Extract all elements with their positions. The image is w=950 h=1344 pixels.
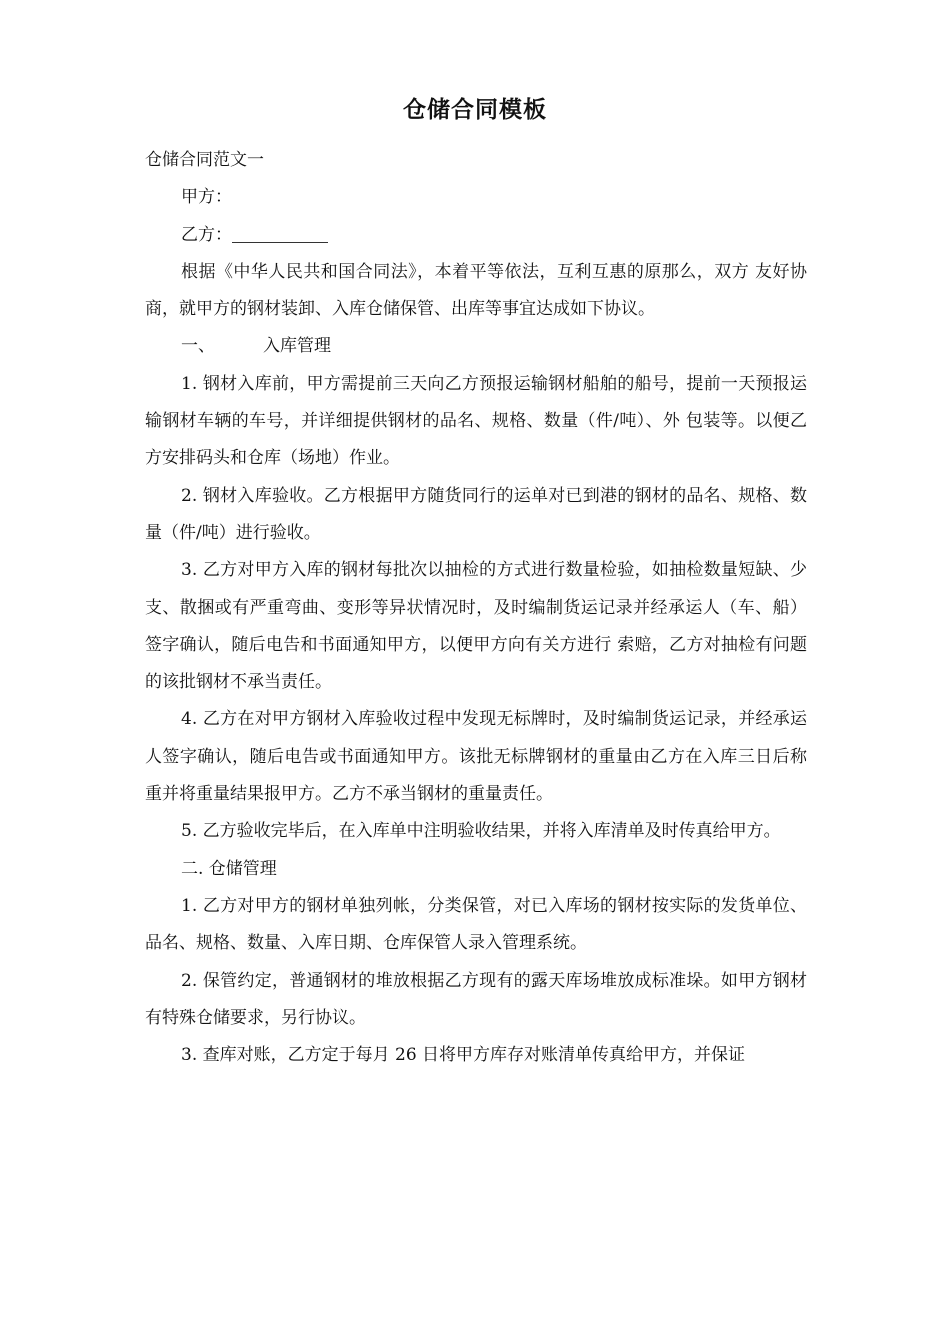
section1-number: 一、 [181, 336, 215, 357]
document-body [145, 142, 807, 1074]
section2-item-3: 3. 查库对账，乙方定于每月 26 日将甲方库存对账清单传真给甲方，并保证 [181, 1045, 746, 1066]
party-b-label: 乙方： [181, 224, 232, 245]
party-b-blank [232, 222, 328, 243]
section1-item-3: 3. 乙方对甲方入库的钢材每批次以抽检的方式进行数量检验，如抽检数量短缺、少支、散捆或有严重弯曲、变形等异状情况时，及时编制货运记录并经承运人（车、船）签字确认，随后电告和书面通知甲方，以便甲方向有关方进行 索赔，乙方对抽检有问题的该批钢材不承当责任。 [145, 560, 807, 693]
party-a-label: 甲方： [181, 187, 232, 208]
section2-item-1: 1. 乙方对甲方的钢材单独列帐，分类保管，对已入库场的钢材按实际的发货单位、品名、规格、数量、入库日期、仓库保管人录入管理系统。 [145, 895, 807, 954]
preamble-paragraph: 根据《中华人民共和国合同法》，本着平等依法，互利互惠的原那么，双方 友好协商，就甲方的钢材装卸、入库仓储保管、出库等事宜达成如下协议。 [145, 261, 807, 320]
section1-item-4: 4. 乙方在对甲方钢材入库验收过程中发现无标牌时，及时编制货运记录，并经承运人签字确认，随后电告或书面通知甲方。该批无标牌钢材的重量由乙方在入库三日后称重并将重量结果报甲方。乙方不承当钢材的重量责任。 [145, 709, 807, 805]
section1-heading [145, 328, 807, 365]
party-a-line [145, 179, 807, 216]
section1-item-1: 1. 钢材入库前，甲方需提前三天向乙方预报运输钢材船舶的船号，提前一天预报运输钢材车辆的车号，并详细提供钢材的品名、规格、数量（件/吨）、外 包装等。以便乙方安排码头和仓库（场地）作业。 [145, 373, 807, 469]
document-title: 仓储合同模板 [403, 97, 547, 123]
section1-item-2: 2. 钢材入库验收。乙方根据甲方随货同行的运单对已到港的钢材的品名、规格、数量（件/吨）进行验收。 [145, 485, 807, 543]
party-b-line [145, 217, 807, 254]
document-subtitle: 仓储合同范文一 [145, 150, 264, 170]
section2-item-2: 2. 保管约定，普通钢材的堆放根据乙方现有的露天库场堆放成标准垛。如甲方钢材有特殊仓储要求，另行协议。 [145, 970, 807, 1028]
section1-item-5: 5. 乙方验收完毕后，在入库单中注明验收结果，并将入库清单及时传真给甲方。 [181, 821, 781, 842]
section2-heading: 二. 仓储管理 [181, 858, 277, 879]
section1-title: 入库管理 [263, 336, 331, 357]
